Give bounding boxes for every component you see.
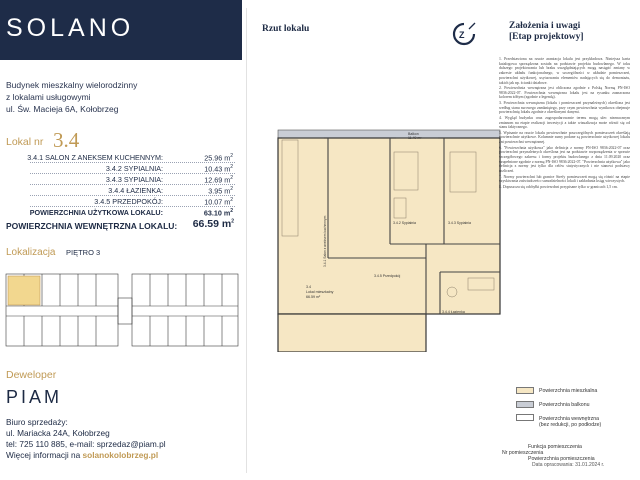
building-address: ul. Św. Macieja 6A, Kołobrzeg (6, 104, 119, 114)
row-divider (30, 206, 235, 207)
room-name: 3.4.1 SALON Z ANEKSEM KUCHENNYM: (27, 153, 163, 162)
room-label-bedroom-3: 3.4.3 Sypialnia (448, 221, 471, 225)
balcony-label: Balkon (408, 132, 419, 136)
room-label-living-name: Lokal mieszkalny (306, 290, 334, 294)
row-divider (30, 195, 235, 196)
legend-room-area: Powierzchnia pomieszczenia (528, 456, 595, 462)
more-info: Więcej informacji na solanokolobrzeg.pl (6, 450, 159, 460)
room-area: 10.43 $m^2$ (204, 164, 233, 174)
legend-room-number: Nr pomieszczenia (502, 450, 544, 456)
legend-internal-note: (bez redukcji, po podłodze) (539, 422, 602, 428)
usable-area-label: POWIERZCHNIA UŻYTKOWA LOKALU: (29, 208, 163, 217)
notes-title: Założenia i uwagi [Etap projektowy] (509, 21, 584, 42)
row-divider (30, 162, 235, 163)
room-label-hall: 3.4.5 Przedpokój (374, 274, 401, 278)
developer-logo: PIAM (6, 387, 63, 407)
location-mini-plan (2, 268, 242, 352)
internal-area-label: POWIERZCHNIA WEWNĘTRZNA LOKALU: (6, 221, 178, 231)
room-name: 3.4.5 PRZEDPOKÓJ: (94, 197, 163, 206)
highlighted-unit (8, 276, 40, 305)
legend-room-function: Funkcja pomieszczenia (528, 444, 582, 450)
room-label-living-number: 3.4 (306, 285, 311, 289)
header-band (0, 0, 242, 60)
unit-number: 3.4 (53, 128, 80, 152)
preparation-date: Data opracowania: 31.01.2024 r. (532, 462, 605, 468)
room-area: 10.07 $m^2$ (204, 197, 233, 207)
legend-swatch-balcony (516, 401, 534, 408)
floor-plan (268, 92, 503, 352)
note-item: 1. Przedstawiona na rzucie aranżacja lokalu jest przykładowa. Niniejsza karta katalogowa sporządzona została na podstawie projektu budowlanego. W toku dalszego projektowania lub braku uwzględniających mogą nastąpić zmiany w zakresie układu funkcjonalnego, w szczególności w układzie pomieszczeń, powierzchni użytkowej, usytuowaniu elementów nadających się do demontażu, takich jak np. ścianki działowe. (499, 57, 630, 85)
column-divider (246, 8, 247, 473)
note-item: 3. Powierzchnia wewnętrzna (lokalu i pomieszczeń przynależnych) określona jest według stanu surowego zamkniętego, przy czym powierzchnia wynikowa obejmuje powierzchnię lokalu zgodnie z określonymi danymi. (499, 100, 630, 115)
sales-office-address: ul. Mariacka 24A, Kołobrzeg (6, 428, 110, 438)
legend-swatch-internal (516, 414, 534, 421)
room-name: 3.4.4 ŁAZIENKA: (108, 186, 163, 195)
floor-label: PIĘTRO 3 (66, 248, 101, 257)
note-item: 4. Wygląd budynku oraz zagospodarowanie terenu mogą ulec nieznacznym zmianom na etapie realizacji inwestycji a także wizualizacja może różnić się od stanu faktycznego. (499, 115, 630, 130)
note-item: 5. Wpisanie na rzucie lokalu powierzchnie poszczególnych pomieszczeń określają powierzchnie użytkowe. Kolumnie sumy podane są powierzchnie użytkowej lokalu ani powierzchni wewnętrznej. (499, 130, 630, 145)
note-item: 7. Normy powierzchni lub granice Strefy pomieszczeń mogą się różnić na etapie uzyskiwania zaświadczeń o samodzielności lokali i zakładania ksiąg wieczystych. (499, 174, 630, 184)
plan-title: Rzut lokalu (262, 24, 310, 34)
room-name: 3.4.3 SYPIALNIA: (105, 175, 163, 184)
room-area: 3.95 $m^2$ (208, 186, 233, 196)
balcony-area-label: 11.49 m² (408, 136, 422, 140)
legend-balcony: Powierzchnia balkonu (539, 402, 590, 408)
sales-office-label: Biuro sprzedaży: (6, 417, 68, 427)
row-divider (30, 184, 235, 185)
room-area: 25.96 $m^2$ (204, 153, 233, 163)
room-label-living-area: 66.59 m² (306, 295, 321, 299)
contact-info: tel: 725 110 885, e-mail: sprzedaz@piam.pl (6, 439, 166, 449)
legend-internal: Powierzchnia wewnętrzna (539, 416, 599, 422)
note-item: 6. "Powierzchnia użytkowa" jako definicja z normy PN-ISO 9836:2022-07 oraz powierzchni przynależnych określona jest na podstawie rozporządzenia w sprawie szczegółowego zakresu i formy projektu budowlanego z dnia 11.09.2020 oraz uzupełnione zgodnie z normą PN-ISO 9836:2022-07. "Powierzchnia użytkowa" jako definicja z normy jest tylko dla celów statystycznych i nie stanowi podstawy rozliczeń. (499, 145, 630, 174)
building-subtitle: z lokalami usługowymi (6, 92, 91, 102)
compass-icon (452, 22, 476, 46)
room-label-bathroom: 3.4.4 Łazienka (442, 310, 465, 314)
website-link[interactable]: solanokolobrzeg.pl (82, 450, 159, 460)
room-name: 3.4.2 SYPIALNIA: (105, 164, 163, 173)
note-item: 2. Powierzchnia wewnętrzna jest obliczona zgodnie z Polską Normą PN-ISO 9836:2022-07. Powierzchnia wewnętrzna lokalu jest na rysunku zaznaczona kolorem żółtym (zgodnie z legendą). (499, 86, 630, 100)
usable-area-value: 63.10 $m^2$ (203, 208, 233, 218)
room-label-bedroom-2: 3.4.2 Sypialnia (393, 221, 416, 225)
note-item: 8. Dopuszcza się odchyłki powierzchni przypisane tylko w granicach 1,5 cm. (499, 184, 618, 189)
internal-area-value: 66.59 $m^2$ (192, 218, 234, 230)
location-heading: Lokalizacja (6, 247, 56, 258)
brand-logo: SOLANO (6, 14, 135, 42)
developer-heading: Deweloper (6, 369, 57, 381)
room-label-kitchen: 3.4.1 Salon z aneksem kuchennym (323, 215, 327, 267)
row-divider (30, 173, 235, 174)
legend-living: Powierzchnia mieszkalna (539, 388, 598, 394)
svg-text:Z: Z (459, 30, 465, 40)
building-type: Budynek mieszkalny wielorodzinny (6, 80, 138, 90)
legend-swatch-living (516, 387, 534, 394)
balcony-area (278, 130, 500, 138)
room-area: 12.69 $m^2$ (204, 175, 233, 185)
unit-label: Lokal nr (6, 136, 44, 148)
notes-list (499, 57, 630, 190)
